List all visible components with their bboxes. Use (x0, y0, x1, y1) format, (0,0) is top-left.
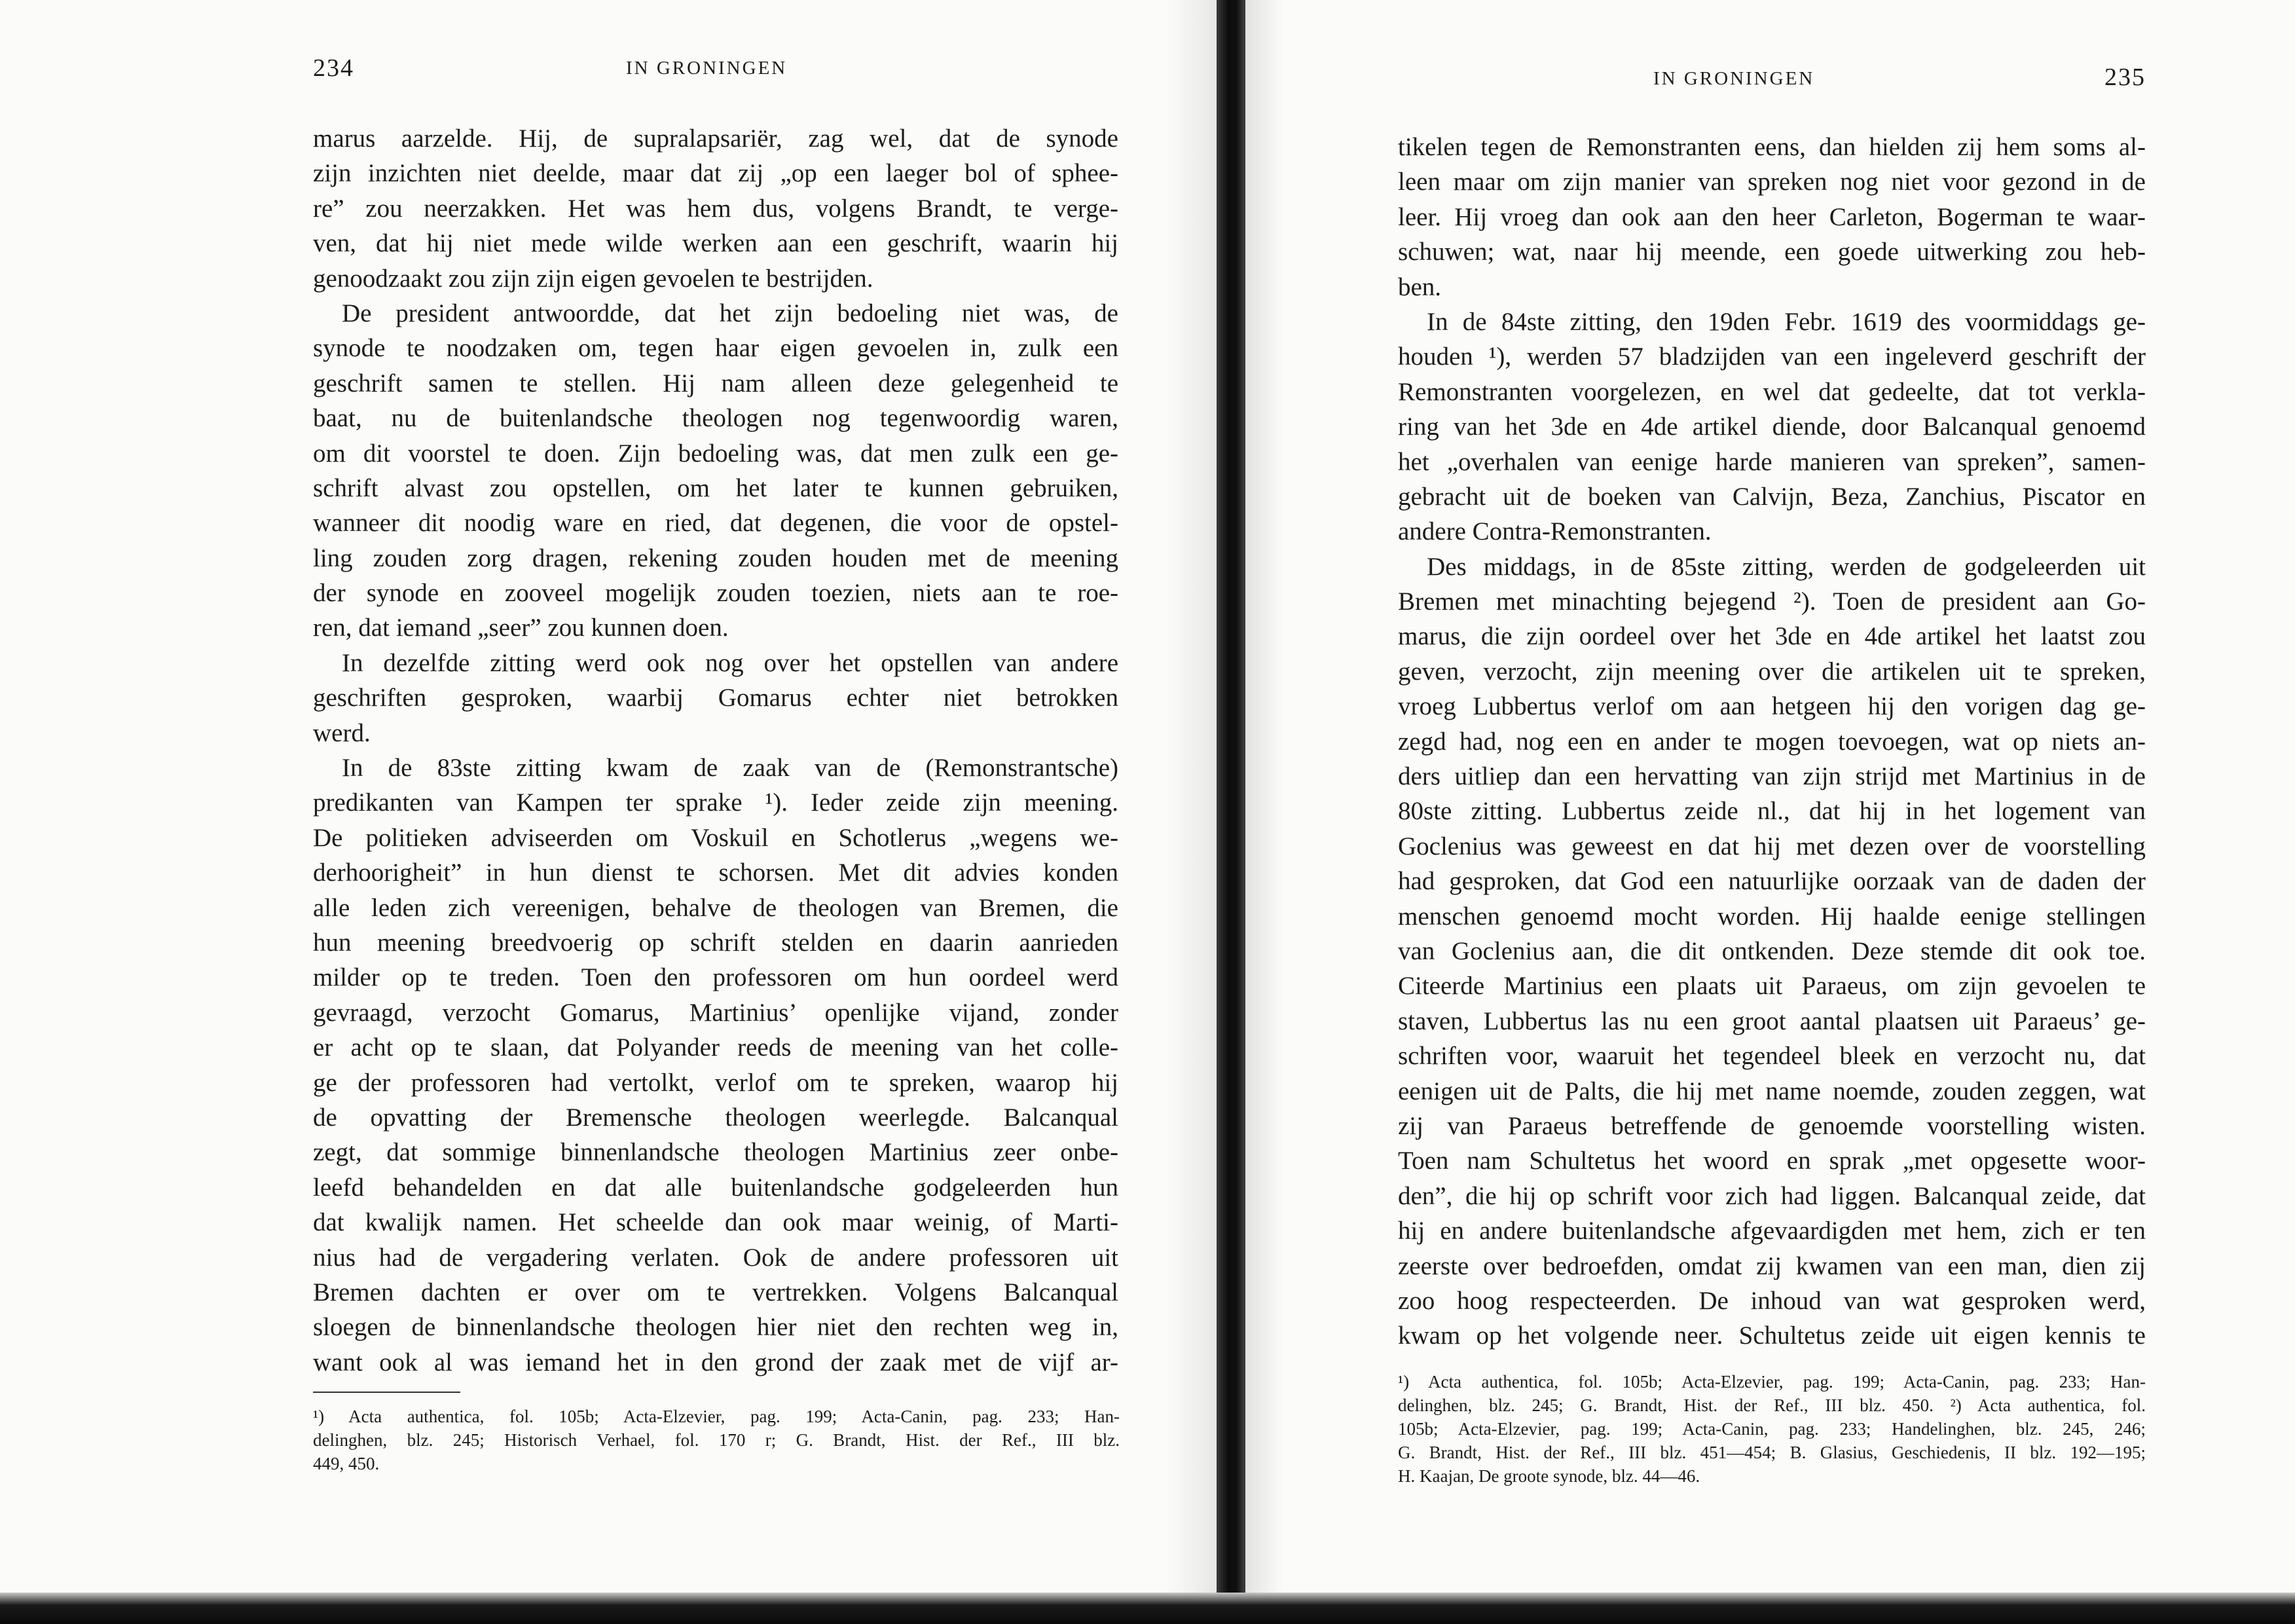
footnotes (313, 1405, 1120, 1475)
footnote-line: delinghen, blz. 245; Historisch Verhael, fol. 170 r; G. Brandt, Hist. der Ref., III blz. (313, 1430, 1120, 1450)
text-line: ben. (1398, 272, 1442, 301)
text-line: geschrift samen te stellen. Hij nam alleen deze gelegenheid te (313, 369, 1118, 397)
text-line: Remonstranten voorgelezen, en wel dat gedeelte, dat tot verkla- (1398, 377, 2146, 406)
body-text (313, 121, 1118, 1380)
text-line: houden ¹), werden 57 bladzijden van een ingeleverd geschrift der (1398, 342, 2146, 371)
text-line: nius had de vergadering verlaten. Ook de andere professoren uit (313, 1243, 1118, 1272)
text-line: eenigen uit de Palts, die hij met name noemde, zouden zeggen, wat (1398, 1077, 2146, 1105)
text-line: Des middags, in de 85ste zitting, werden de godgeleerden uit (1427, 552, 2146, 581)
text-line: want ook al was iemand het in den grond der zaak met de vijf ar- (313, 1348, 1118, 1376)
text-line: werd. (313, 718, 371, 747)
text-line: derhoorigheit” in hun dienst te schorsen. Met dit advies konden (313, 858, 1118, 887)
text-line: marus, die zijn oordeel over het 3de en 4de artikel het laatst zou (1398, 622, 2146, 651)
text-line: geven, verzocht, zijn meening over die artikelen uit te spreken, (1398, 657, 2146, 686)
text-line: leen maar om zijn manier van spreken nog niet voor gezond in de (1398, 168, 2146, 196)
text-line: leer. Hij vroeg dan ook aan den heer Carleton, Bogerman te waar- (1398, 202, 2146, 231)
text-line: zegt, dat sommige binnenlandsche theologen Martinius zeer onbe- (313, 1138, 1118, 1167)
text-line: De politieken adviseerden om Voskuil en Schotlerus „wegens we- (313, 823, 1118, 852)
page-number: 234 (313, 54, 354, 82)
footnote-rule (313, 1392, 460, 1393)
left-header (313, 54, 1118, 97)
text-line: dat kwalijk namen. Het scheelde dan ook maar weinig, of Marti- (313, 1208, 1118, 1237)
text-line: ren, dat iemand „seer” zou kunnen doen. (313, 614, 729, 642)
text-line: Goclenius was geweest en dat hij met dezen over de voorstelling (1398, 832, 2146, 860)
text-line: zegd had, nog een en ander te mogen toevoegen, wat op niets an- (1398, 727, 2146, 756)
text-line: genoodzaakt zou zijn zijn eigen gevoelen te bestrijden. (313, 264, 873, 293)
text-line: 80ste zitting. Lubbertus zeide nl., dat hij in het logement van (1398, 797, 2146, 826)
text-line: zij van Paraeus betreffende de genoemde voorstelling wisten. (1398, 1111, 2146, 1140)
running-head: IN GRONINGEN (1653, 68, 1815, 89)
text-line: In de 83ste zitting kwam de zaak van de (Remonstrantsche) (342, 754, 1118, 783)
text-line: schuwen; wat, naar hij meende, een goede uitwerking zou heb- (1398, 238, 2146, 267)
text-line: ge der professoren had vertolkt, verlof om te spreken, waarop hij (313, 1068, 1118, 1097)
text-line: re” zou neerzakken. Het was hem dus, volgens Brandt, te verge- (313, 194, 1118, 223)
text-line: staven, Lubbertus las nu een groot aantal plaatsen uit Paraeus’ ge- (1398, 1006, 2146, 1035)
text-line: ven, dat hij niet mede wilde werken aan een geschrift, waarin hij (313, 229, 1118, 258)
text-line: andere Contra-Remonstranten. (1398, 517, 1712, 546)
text-line: wanneer dit noodig ware en ried, dat degenen, die voor de opstel- (313, 509, 1118, 538)
text-line: Bremen met minachting bejegend ²). Toen de president aan Go- (1398, 587, 2146, 616)
text-line: de opvatting der Bremensche theologen weerlegde. Balcanqual (313, 1103, 1118, 1132)
text-line: Toen nam Schultetus het woord en sprak „met opgesette woor- (1398, 1147, 2146, 1175)
text-line: predikanten van Kampen ter sprake ¹). Ieder zeide zijn meening. (313, 788, 1118, 817)
text-line: den”, die hij op schrift voor zich had liggen. Balcanqual zeide, dat (1398, 1181, 2146, 1210)
text-line: van Goclenius aan, die dit ontkenden. Deze stemde dit ook toe. (1398, 936, 2146, 965)
text-line: hun meening breedvoerig op schrift stelden en daarin aanrieden (313, 928, 1118, 957)
text-line: In de 84ste zitting, den 19den Febr. 1619 des voormiddags ge- (1427, 307, 2146, 336)
text-line: sloegen de binnenlandsche theologen hier niet den rechten weg in, (313, 1313, 1118, 1342)
footnote-line: H. Kaajan, De groote synode, blz. 44—46. (1398, 1466, 1700, 1486)
running-head: IN GRONINGEN (626, 58, 788, 79)
text-line: om dit voorstel te doen. Zijn bedoeling was, dat men zulk een ge- (313, 439, 1118, 468)
page-bottom-edge (0, 1593, 2295, 1624)
book-gutter (1217, 0, 1245, 1624)
text-line: schrift alvast zou opstellen, om het later te kunnen gebruiken, (313, 473, 1118, 502)
text-line: alle leden zich vereenigen, behalve de theologen van Bremen, die (313, 893, 1118, 922)
text-line: gebracht uit de boeken van Calvijn, Beza, Zanchius, Piscator en (1398, 482, 2146, 511)
gutter-shadow (1166, 0, 1218, 1624)
footnotes (1398, 1370, 2146, 1488)
text-line: schriften voor, waaruit het tegendeel bleek en verzocht nu, dat (1398, 1042, 2146, 1071)
text-line: vroeg Lubbertus verlof om aan hetgeen hij den vorigen dag ge- (1398, 692, 2146, 721)
text-line: het „overhalen van eenige harde manieren van spreken”, samen- (1398, 447, 2146, 476)
text-line: De president antwoordde, dat het zijn bedoeling niet was, de (342, 299, 1118, 327)
footnote-line: ¹) Acta authentica, fol. 105b; Acta-Elzevier, pag. 199; Acta-Canin, pag. 233; Han- (313, 1407, 1120, 1426)
text-line: zeerste over bedroefden, omdat zij kwamen van een man, dien zij (1398, 1251, 2146, 1280)
text-line: Bremen dachten er over om te vertrekken. Volgens Balcanqual (313, 1278, 1118, 1306)
text-line: had gesproken, dat God een natuurlijke oorzaak van de daden der (1398, 867, 2146, 896)
text-line: ders uitliep dan een hervatting van zijn strijd met Martinius in de (1398, 762, 2146, 791)
text-line: leefd behandelden en dat alle buitenlandsche godgeleerden hun (313, 1173, 1118, 1202)
text-line: marus aarzelde. Hij, de supralapsariër, zag wel, dat de synode (313, 124, 1118, 153)
text-line: baat, nu de buitenlandsche theologen nog tegenwoordig waren, (313, 404, 1118, 433)
text-line: menschen genoemd mocht worden. Hij haalde eenige stellingen (1398, 902, 2146, 931)
page-number: 235 (2104, 64, 2146, 91)
text-line: synode te noodzaken om, tegen haar eigen gevoelen in, zulk een (313, 334, 1118, 363)
text-line: In dezelfde zitting werd ook nog over het opstellen van andere (342, 648, 1118, 677)
text-line: er acht op te slaan, dat Polyander reeds de meening van het colle- (313, 1033, 1118, 1062)
text-line: tikelen tegen de Remonstranten eens, dan hielden zij hem soms al- (1398, 133, 2146, 161)
text-line: ring van het 3de en 4de artikel diende, door Balcanqual genoemd (1398, 413, 2146, 441)
text-line: gevraagd, verzocht Gomarus, Martinius’ openlijke vijand, zonder (313, 998, 1118, 1027)
footnote-line: G. Brandt, Hist. der Ref., III blz. 451—454; B. Glasius, Geschiedenis, II blz. 192—195; (1398, 1443, 2146, 1462)
text-line: ling zouden zorg dragen, rekening zouden houden met de meening (313, 544, 1118, 572)
footnote-line: ¹) Acta authentica, fol. 105b; Acta-Elzevier, pag. 199; Acta-Canin, pag. 233; Han- (1398, 1372, 2146, 1392)
text-line: der synode en zooveel mogelijk zouden toezien, niets aan te roe- (313, 579, 1118, 608)
text-line: hij en andere buitenlandsche afgevaardigden met hem, zich er ten (1398, 1217, 2146, 1246)
right-page (1247, 0, 2295, 1624)
text-line: zoo hoog respecteerden. De inhoud van wat gesproken werd, (1398, 1286, 2146, 1315)
text-line: milder op te treden. Toen den professoren om hun oordeel werd (313, 963, 1118, 992)
footnote-line: 105b; Acta-Elzevier, pag. 199; Acta-Canin, pag. 233; Handelinghen, blz. 245, 246; (1398, 1419, 2146, 1439)
text-line: kwam op het volgende neer. Schultetus zeide uit eigen kennis te (1398, 1321, 2146, 1350)
text-line: Citeerde Martinius een plaats uit Paraeus, om zijn gevoelen te (1398, 972, 2146, 1001)
text-line: geschriften gesproken, waarbij Gomarus echter niet betrokken (313, 684, 1118, 712)
right-header (1398, 58, 2146, 97)
footnote-line: delinghen, blz. 245; G. Brandt, Hist. der Ref., III blz. 450. ²) Acta authentica, fol. (1398, 1395, 2146, 1415)
footnote-line: 449, 450. (313, 1454, 380, 1473)
text-line: zijn inzichten niet deelde, maar dat zij „op een laeger bol of sphee- (313, 159, 1118, 188)
body-text (1398, 130, 2146, 1354)
